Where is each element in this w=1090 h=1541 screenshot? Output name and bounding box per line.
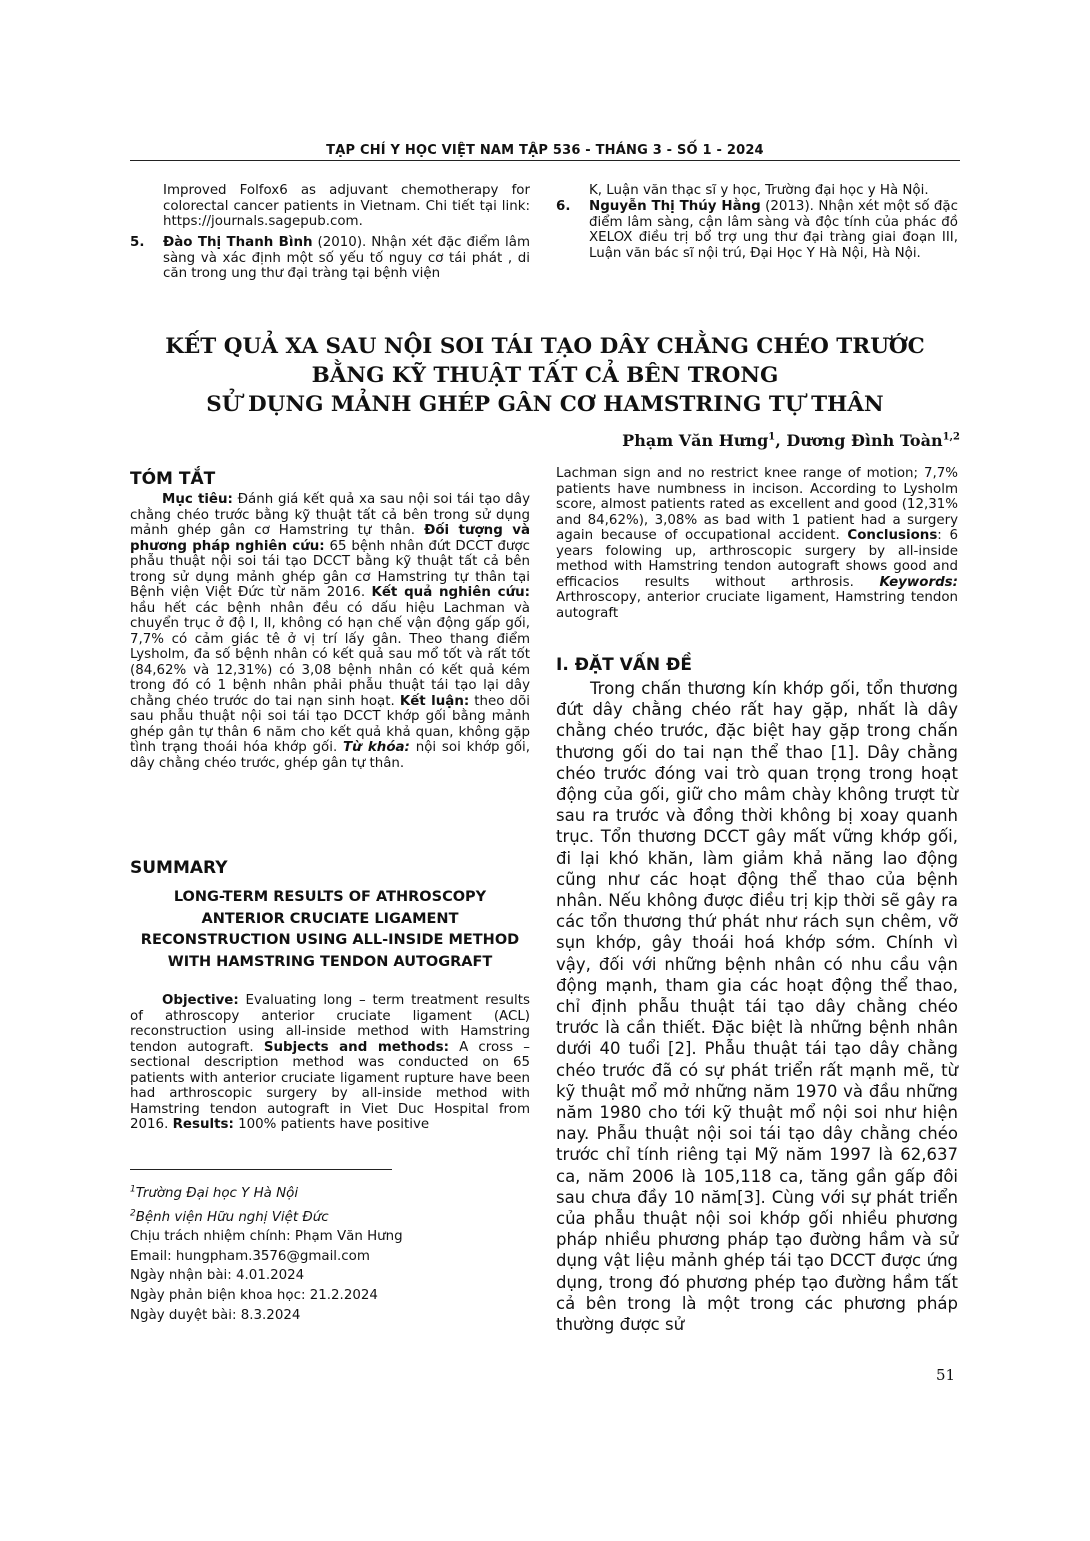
intro-body (556, 678, 958, 1335)
footnote-received: Ngày nhận bài: 4.01.2024 (130, 1268, 305, 1284)
author-2-affiliation: 1,2 (942, 431, 960, 443)
text-results: hầu hết các bệnh nhân đều có dấu hiệu Lachman và chuyển trục ở độ I, II, không có hạn chế vận động gấp gối, 7,7% có cảm giác tê ở vị trí lấy gân. Theo thang điểm Lysholm, đa số bệnh nhân có kết quả sau mổ tốt và rất tốt (84,62% và 12,31%) có 3,08 bệnh nhân có kết quả kém trong đó có 1 bệnh nhân phải phẫu thuật tái tạo lại dây chằng chéo trước do tai nạn sinh hoạt. (130, 600, 530, 709)
reference-text: (2013). Nhận xét một số đặc điểm lâm sàng, cận lâm sàng và độc tính của phác đồ XELOX điều trị bổ trợ ung thư đại tràng giai đoạn III, Luận văn bác sĩ nội trú, Đại Học Y Hà Nội, Hà Nội. (589, 199, 958, 261)
reference-number: 5. (130, 235, 145, 250)
text-objective: Đánh giá kết quả xa sau nội soi tái tạo dây chằng chéo trước bằng kỹ thuật tất cả bên trong sử dụng mảnh ghép gân cơ Hamstring tự thân. (130, 492, 530, 538)
abstract-en-part1 (130, 993, 530, 1133)
text-results-en-cont: Lachman sign and no restrict knee range of motion; 7,7% patients have numbness in incison. According to Lysholm score, almost patients rated as excellent and good (12,31% and 84,62%), 3,08% as bad with 1 patient had a surgery again because of occupational accident. (556, 466, 958, 543)
abstract-vi (130, 492, 530, 771)
summary-title: LONG-TERM RESULTS OF ATHROSCOPY ANTERIOR CRUCIATE LIGAMENT RECONSTRUCTION USING ALL-INSIDE METHOD WITH HAMSTRING TENDON AUTOGRAFT (140, 889, 520, 970)
abstract-vi-heading: TÓM TẮT (130, 469, 216, 489)
reference-5 (130, 235, 530, 282)
label-keywords: Từ khóa: (343, 740, 410, 755)
label-objective-en: Objective: (162, 993, 239, 1008)
reference-number: 6. (556, 199, 571, 214)
text-objective-en: Evaluating long – term treatment results of athroscopy anterior cruciate ligament (ACL) reconstruction using all-inside method with Hamstring tendon autograft. (130, 993, 530, 1055)
footnote-1-marker: 1 (130, 1185, 136, 1195)
reference-author: Nguyễn Thị Thúy Hằng (589, 199, 761, 214)
reference-author: Đào Thị Thanh Bình (163, 235, 313, 250)
text-keywords-en: Arthroscopy, anterior cruciate ligament, Hamstring tendon autograft (556, 590, 958, 621)
footnote-affiliation-1: Trường Đại học Y Hà Nội (135, 1186, 299, 1202)
title-line-3: SỬ DỤNG MẢNH GHÉP GÂN CƠ HAMSTRING TỰ THÂN (206, 392, 884, 417)
author-separator: , (775, 431, 787, 450)
label-results: Kết quả nghiên cứu: (371, 585, 530, 600)
reference-5-continuation: K, Luận văn thạc sĩ y học, Trường đại học y Hà Nội. (589, 183, 929, 198)
footnote-corresponding: Chịu trách nhiệm chính: Phạm Văn Hưng (130, 1229, 403, 1245)
article-title (130, 332, 960, 419)
label-conclusions-en: Conclusions (847, 528, 938, 543)
page-number: 51 (936, 1366, 956, 1384)
text-keywords: nội soi khớp gối, dây chằng chéo trước, ghép gân tự thân. (130, 740, 530, 771)
text-conclusions-en: : 6 years folowing up, arthroscopic surgery by all-inside method with Hamstring tendon autograft shows good and efficacios results without arthrosis. (556, 528, 958, 590)
summary-heading: SUMMARY (130, 858, 228, 878)
authors (622, 431, 960, 450)
journal-header: TẠP CHÍ Y HỌC VIỆT NAM TẬP 536 - THÁNG 3 - SỐ 1 - 2024 (326, 143, 764, 158)
label-results-en: Results: (172, 1117, 234, 1132)
reference-text: (2010). Nhận xét đặc điểm lâm sàng và xác định một số yếu tố nguy cơ tái phát , di căn trong ung thư đại tràng tại bệnh viện (163, 235, 530, 282)
label-objective: Mục tiêu: (162, 492, 233, 507)
label-methods: Đối tượng và phương pháp nghiên cứu: (130, 523, 530, 554)
footnote-affiliation-2: Bệnh viện Hữu nghị Việt Đức (135, 1209, 329, 1225)
footnotes (130, 1181, 403, 1325)
text-results-en: 100% patients have positive (233, 1117, 430, 1132)
author-2: Dương Đình Toàn (786, 431, 943, 450)
label-keywords-en: Keywords: (879, 574, 958, 590)
label-conclusion: Kết luận: (399, 693, 470, 709)
text-methods-en: A cross – sectional description method was conducted on 65 patients with anterior cruciate ligament rupture have been had arthroscopic surgery by all-inside method with Hamstring tendon autograft in Viet Duc Hospital from 2016. (130, 1039, 530, 1132)
footnote-email: Email: hungpham.3576@gmail.com (130, 1248, 370, 1264)
footnote-accepted: Ngày duyệt bài: 8.3.2024 (130, 1307, 301, 1323)
footnote-2-marker: 2 (130, 1208, 136, 1219)
intro-heading: I. ĐẶT VẤN ĐỀ (556, 655, 692, 675)
text-conclusion: theo dõi sau phẫu thuật nội soi tái tạo DCCT khớp gối bằng mảnh ghép gân tự thân 6 năm cho kết quả khả quan, không gặp tình trạng thoái hóa khớp gối. (130, 693, 530, 755)
abstract-en-part2 (556, 466, 958, 621)
footnote-reviewed: Ngày phản biện khoa học: 21.2.2024 (130, 1287, 378, 1303)
intro-paragraph: Trong chấn thương kín khớp gối, tổn thương đứt dây chằng chéo rất hay gặp, nhất là dây chằng chéo trước, đặc biệt hay gặp trong chấn thương gối do tai nạn thể thao [1]. Dây chằng chéo trước đóng vai trò quan trọng trong hoạt động của gối, giữ cho mâm chày không trượt từ sau ra trước và đồng thời không bị xoay quanh trục. Tổn thương DCCT gây mất vững khớp gối, đi lại khó khăn, làm giảm khả năng lao động cũng như các hoạt động thể thao của bệnh nhân. Nếu không được điều trị kịp thời sẽ gây ra các tổn thương thứ phát như rách sụn chêm, vỡ sụn khớp, gây thoái hoá khớp sớm. Chính vì vậy, đối với những bệnh nhân có nhu cầu vận động mạnh, tham gia các hoạt động thể thao, chỉ định phẫu thuật tái tạo dây chằng chéo trước là cần thiết. Đặc biệt là những bệnh nhân dưới 40 tuổi [2]. Phẫu thuật tái tạo dây chằng chéo trước đã có sự phát triển rất mạnh mẽ, từ kỹ thuật mổ mở những năm 1970 và đầu những năm 1980 cho tới kỹ thuật mổ nội soi như hiện nay. Phẫu thuật nội soi tái tạo dây chằng chéo trước chỉ tính riêng tại Mỹ năm 1997 là 62,637 ca, năm 2006 là 105,118 ca, tăng gần gấp đôi sau chưa đầy 10 năm[3]. Cùng với sự phát triển của phẫu thuật nội soi khớp gối nhiều phương pháp nhiều phương pháp tạo đường hầm và sử dụng vật liệu mảnh ghép tái tạo DCCT được ứng dụng, trong đó phương phép tạo đường hầm tất cả bên trong là một trong các phương pháp thường được sử (556, 679, 958, 1335)
title-line-2: BẰNG KỸ THUẬT TẤT CẢ BÊN TRONG (311, 363, 779, 388)
header-rule (130, 160, 960, 161)
author-1-affiliation: 1 (768, 431, 776, 443)
title-line-1: KẾT QUẢ XA SAU NỘI SOI TÁI TẠO DÂY CHẰNG CHÉO TRƯỚC (165, 334, 925, 359)
text-methods: 65 bệnh nhân đứt DCCT được phẫu thuật nội soi tái tạo DCCT bằng kỹ thuật tất cả bên trong sử dụng mảnh ghép gân cơ Hamstring tự thân tại Bệnh viện Việt Đức từ năm 2016. (130, 538, 530, 600)
reference-4-continuation: Improved Folfox6 as adjuvant chemotherapy for colorectal cancer patients in Vietnam. Chi tiết tại link: https://journals.sagepub.com. (163, 183, 530, 230)
author-1: Phạm Văn Hưng (622, 431, 769, 450)
label-methods-en: Subjects and methods: (263, 1039, 449, 1055)
reference-6 (556, 199, 958, 261)
footnote-rule (130, 1169, 392, 1170)
